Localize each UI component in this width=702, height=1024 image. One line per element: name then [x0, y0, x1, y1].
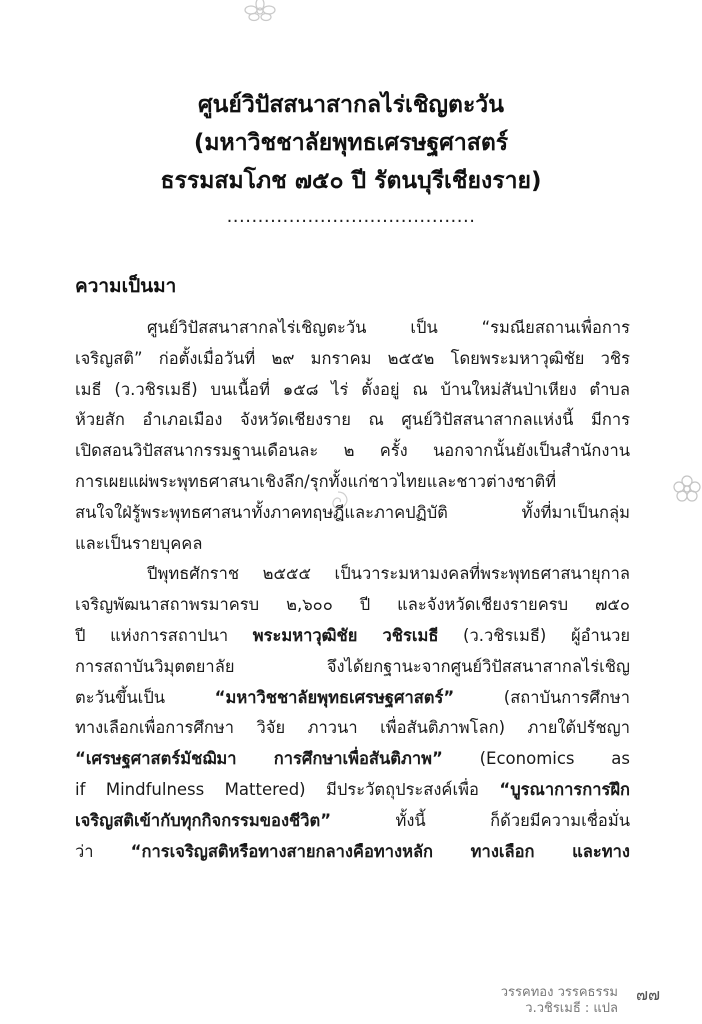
para1-line: การเผยแผ่พระพุทธศาสนาเชิงลึก/รุกทั้งแก่ชาวไทยและชาวต่างชาติที่: [75, 471, 557, 491]
para2-line: เจริญพัฒนาสถาพรมาครบ ๒,๖๐๐ ปี และจังหวัดเชียงรายครบ ๗๕๐: [75, 595, 630, 615]
para2-line: [75, 744, 630, 775]
para2-line: [75, 621, 630, 652]
para1-line: เมธี (ว.วชิรเมธี) บนเนื้อที่ ๑๕๘ ไร่ ตั้งอยู่ ณ บ้านใหม่สันป่าเหียง ตำบล: [75, 379, 630, 399]
para2-line: [75, 775, 630, 806]
bold-objective: “บูรณาการการฝึก: [499, 779, 630, 799]
top-flower-ornament-icon: [243, 0, 277, 22]
para1-line: ศูนย์วิปัสสนาสากลไร่เชิญตะวัน เป็น “รมณียสถานเพื่อการ: [147, 318, 630, 337]
para2-line: [75, 806, 630, 837]
para2-line: [75, 683, 630, 714]
para2-line: ทางเลือกเพื่อการศึกษา วิจัย ภาวนา เพื่อสันติภาพโลก) ภายใต้ปรัชญา: [75, 718, 630, 738]
para1-line: เจริญสติ” ก่อตั้งเมื่อวันที่ ๒๙ มกราคม ๒๕๕๒ โดยพระมหาวุฒิชัย วชิร: [75, 348, 630, 368]
title-line-1: ศูนย์วิปัสสนาสากลไร่เชิญตะวัน: [198, 92, 504, 118]
bold-belief: “การเจริญสติหรือทางสายกลางคือทางหลัก ทางเลือก และทาง: [130, 841, 630, 861]
body-text: [75, 313, 630, 867]
title-line-3: ธรรมสมโภช ๗๕๐ ปี รัตนบุรีเชียงราย): [160, 168, 542, 194]
bold-philosophy: “เศรษฐศาสตร์มัชฌิมา การศึกษาเพื่อสันติภาพ”: [75, 749, 443, 769]
bold-institution: “มหาวิชชาลัยพุทธเศรษฐศาสตร์”: [214, 687, 455, 707]
para1-line: สนใจใฝ่รู้พระพุทธศาสนาทั้งภาคทฤษฎีและภาคปฏิบัติ ทั้งที่มาเป็นกลุ่ม: [75, 502, 630, 522]
para1-line: เปิดสอนวิปัสสนากรรมฐานเดือนละ ๒ ครั้ง นอกจากนั้นยังเป็นสำนักงาน: [75, 441, 630, 461]
footer-book-title: วรรคทอง วรรคธรรม: [500, 985, 618, 1000]
text-span: (ว.วชิรเมธี) ผู้อำนวย: [438, 625, 630, 645]
page-footer: [500, 985, 660, 1017]
bold-name: พระมหาวุฒิชัย วชิรเมธี: [252, 625, 439, 645]
text-span: ว่า: [75, 841, 131, 861]
para2-line: ปีพุทธศักราช ๒๕๕๕ เป็นวาระมหามงคลที่พระพุทธศาสนายุกาล: [147, 564, 630, 584]
footer-translator: ว.วชิรเมธี : แปล: [525, 1001, 618, 1016]
para2-line: การสถาบันวิมุตตยาลัย จึงได้ยกฐานะจากศูนย์วิปัสสนาสากลไร่เชิญ: [75, 656, 630, 676]
text-span: (สถาบันการศึกษา: [454, 687, 630, 707]
page-number: ๗๗: [635, 985, 660, 1004]
bold-objective: เจริญสติเข้ากับทุกกิจกรรมของชีวิต”: [75, 810, 332, 830]
text-span: ทั้งนี้ ก็ด้วยมีความเชื่อมั่น: [331, 810, 630, 830]
text-span: ปี แห่งการสถาปนา: [75, 625, 253, 645]
title-line-2: (มหาวิชชาลัยพุทธเศรษฐศาสตร์: [193, 130, 509, 156]
text-span: ตะวันขึ้นเป็น: [75, 687, 215, 707]
margin-flower-ornament-icon: [672, 474, 702, 504]
title-block: [0, 86, 702, 200]
text-span: (Economics as: [442, 749, 630, 769]
section-heading: ความเป็นมา: [75, 275, 177, 297]
divider: ........................................: [226, 206, 476, 227]
para2-line: [75, 837, 630, 868]
text-span: if Mindfulness Mattered) มีประวัตถุประสงค์เพื่อ: [75, 779, 500, 799]
para1-line: ห้วยสัก อำเภอเมือง จังหวัดเชียงราย ณ ศูนย์วิปัสสนาสากลแห่งนี้ มีการ: [75, 410, 630, 430]
para1-line: และเป็นรายบุคคล: [75, 533, 203, 553]
